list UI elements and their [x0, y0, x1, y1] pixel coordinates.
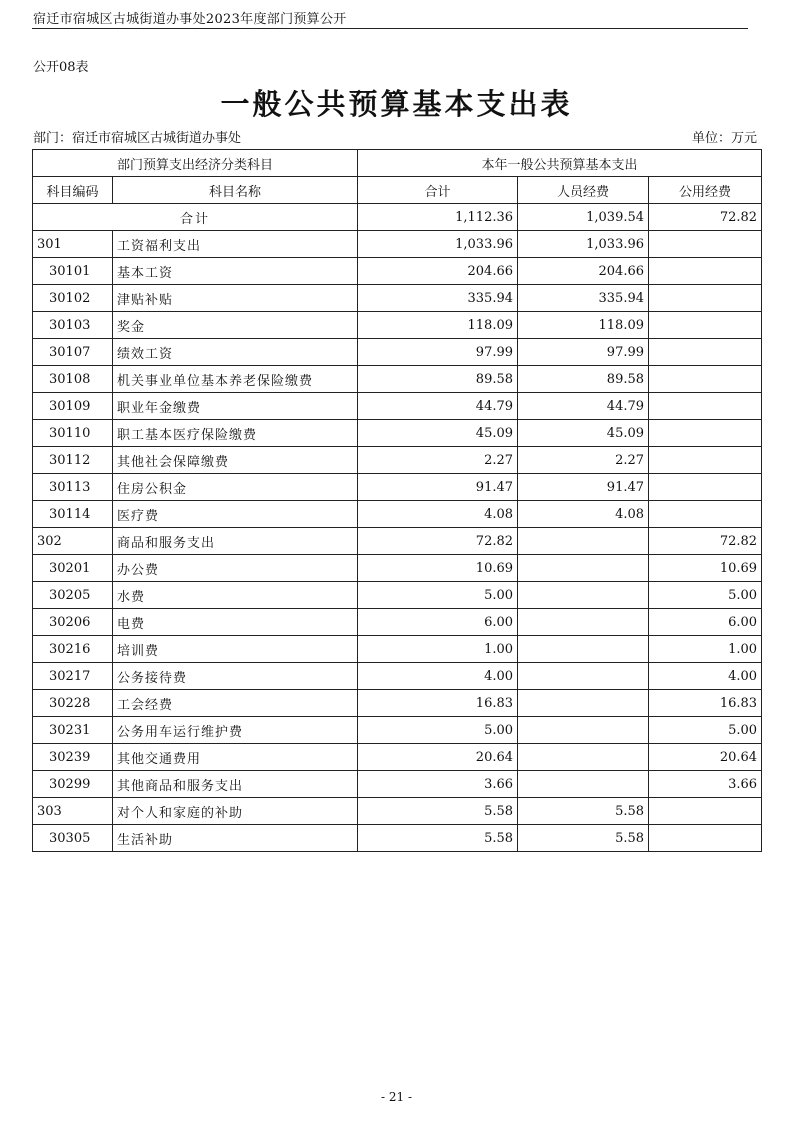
row-name: 工会经费 [113, 690, 358, 717]
unit-label: 单位：万元 [691, 131, 757, 146]
total-personnel: 1,039.54 [518, 204, 649, 231]
row-name: 公务用车运行维护费 [113, 717, 358, 744]
table-row [33, 771, 762, 798]
header-personnel: 人员经费 [518, 177, 649, 204]
row-personnel: 4.08 [518, 501, 649, 528]
table-row [33, 285, 762, 312]
row-public [649, 825, 762, 852]
row-total: 89.58 [358, 366, 518, 393]
row-public: 6.00 [649, 609, 762, 636]
row-code: 30107 [33, 339, 113, 366]
row-total: 4.08 [358, 501, 518, 528]
table-row [33, 420, 762, 447]
row-code: 30206 [33, 609, 113, 636]
row-total: 44.79 [358, 393, 518, 420]
row-public [649, 339, 762, 366]
row-code: 30201 [33, 555, 113, 582]
row-personnel [518, 555, 649, 582]
header-public: 公用经费 [649, 177, 762, 204]
row-code: 30216 [33, 636, 113, 663]
table-row [33, 798, 762, 825]
row-public: 1.00 [649, 636, 762, 663]
row-name: 医疗费 [113, 501, 358, 528]
row-public: 16.83 [649, 690, 762, 717]
header-rule [32, 28, 748, 29]
row-personnel [518, 528, 649, 555]
row-name: 商品和服务支出 [113, 528, 358, 555]
row-code: 30102 [33, 285, 113, 312]
row-code: 30109 [33, 393, 113, 420]
row-total: 118.09 [358, 312, 518, 339]
table-body [33, 204, 762, 852]
table-row [33, 528, 762, 555]
row-code: 30110 [33, 420, 113, 447]
total-row [33, 204, 762, 231]
row-personnel [518, 771, 649, 798]
department-label: 部门：宿迁市宿城区古城街道办事处 [33, 131, 242, 146]
row-personnel: 89.58 [518, 366, 649, 393]
row-name: 其他交通费用 [113, 744, 358, 771]
row-public [649, 393, 762, 420]
row-personnel: 1,033.96 [518, 231, 649, 258]
row-name: 水费 [113, 582, 358, 609]
row-name: 绩效工资 [113, 339, 358, 366]
row-name: 工资福利支出 [113, 231, 358, 258]
row-personnel: 45.09 [518, 420, 649, 447]
row-public [649, 258, 762, 285]
table-row [33, 582, 762, 609]
row-code: 30112 [33, 447, 113, 474]
table-row [33, 474, 762, 501]
row-public [649, 366, 762, 393]
row-code: 30205 [33, 582, 113, 609]
row-code: 30305 [33, 825, 113, 852]
row-total: 20.64 [358, 744, 518, 771]
table-row [33, 825, 762, 852]
row-total: 91.47 [358, 474, 518, 501]
row-personnel: 5.58 [518, 798, 649, 825]
row-name: 电费 [113, 609, 358, 636]
row-total: 10.69 [358, 555, 518, 582]
table-row [33, 258, 762, 285]
row-name: 职业年金缴费 [113, 393, 358, 420]
row-total: 1,033.96 [358, 231, 518, 258]
running-header: 宿迁市宿城区古城街道办事处2023年度部门预算公开 [33, 12, 347, 27]
row-personnel: 204.66 [518, 258, 649, 285]
row-total: 6.00 [358, 609, 518, 636]
row-name: 津贴补贴 [113, 285, 358, 312]
row-public [649, 447, 762, 474]
row-total: 72.82 [358, 528, 518, 555]
row-name: 生活补助 [113, 825, 358, 852]
row-public: 72.82 [649, 528, 762, 555]
table-row [33, 609, 762, 636]
row-personnel [518, 582, 649, 609]
total-amount: 1,112.36 [358, 204, 518, 231]
row-total: 5.58 [358, 798, 518, 825]
header-total: 合计 [358, 177, 518, 204]
table-row [33, 690, 762, 717]
table-number: 公开08表 [33, 60, 89, 75]
row-code: 30103 [33, 312, 113, 339]
table-row [33, 366, 762, 393]
row-code: 302 [33, 528, 113, 555]
row-code: 30231 [33, 717, 113, 744]
header-name: 科目名称 [113, 177, 358, 204]
row-total: 4.00 [358, 663, 518, 690]
total-label: 合计 [33, 204, 358, 231]
table-row [33, 555, 762, 582]
row-code: 303 [33, 798, 113, 825]
row-public: 5.00 [649, 717, 762, 744]
header-row-columns [33, 177, 762, 204]
table-row [33, 636, 762, 663]
row-code: 30101 [33, 258, 113, 285]
row-personnel: 44.79 [518, 393, 649, 420]
row-personnel: 2.27 [518, 447, 649, 474]
row-total: 5.58 [358, 825, 518, 852]
row-total: 204.66 [358, 258, 518, 285]
row-personnel: 97.99 [518, 339, 649, 366]
row-personnel [518, 744, 649, 771]
row-name: 基本工资 [113, 258, 358, 285]
row-total: 97.99 [358, 339, 518, 366]
row-personnel: 118.09 [518, 312, 649, 339]
row-public [649, 312, 762, 339]
row-personnel: 335.94 [518, 285, 649, 312]
row-name: 对个人和家庭的补助 [113, 798, 358, 825]
row-personnel [518, 663, 649, 690]
table-row [33, 339, 762, 366]
table-row [33, 393, 762, 420]
row-public: 5.00 [649, 582, 762, 609]
row-name: 其他商品和服务支出 [113, 771, 358, 798]
table-row [33, 744, 762, 771]
row-code: 301 [33, 231, 113, 258]
row-personnel: 5.58 [518, 825, 649, 852]
header-economic-class: 部门预算支出经济分类科目 [33, 150, 358, 177]
page-title: 一般公共预算基本支出表 [220, 87, 573, 121]
row-public: 10.69 [649, 555, 762, 582]
table-row [33, 312, 762, 339]
row-code: 30113 [33, 474, 113, 501]
row-public: 4.00 [649, 663, 762, 690]
table-row [33, 447, 762, 474]
row-public: 20.64 [649, 744, 762, 771]
table-row [33, 501, 762, 528]
row-total: 2.27 [358, 447, 518, 474]
row-personnel [518, 609, 649, 636]
row-name: 其他社会保障缴费 [113, 447, 358, 474]
table-row [33, 717, 762, 744]
row-name: 培训费 [113, 636, 358, 663]
row-name: 公务接待费 [113, 663, 358, 690]
row-total: 3.66 [358, 771, 518, 798]
row-personnel: 91.47 [518, 474, 649, 501]
row-public [649, 474, 762, 501]
row-personnel [518, 717, 649, 744]
row-total: 1.00 [358, 636, 518, 663]
row-total: 335.94 [358, 285, 518, 312]
budget-table [32, 149, 762, 852]
table-row [33, 231, 762, 258]
row-public [649, 420, 762, 447]
row-total: 5.00 [358, 582, 518, 609]
row-personnel [518, 690, 649, 717]
row-public [649, 798, 762, 825]
header-row-group [33, 150, 762, 177]
row-public [649, 231, 762, 258]
row-public: 3.66 [649, 771, 762, 798]
row-code: 30108 [33, 366, 113, 393]
page-number: - 21 - [380, 1090, 412, 1104]
header-basic-expenditure: 本年一般公共预算基本支出 [358, 150, 762, 177]
row-name: 职工基本医疗保险缴费 [113, 420, 358, 447]
row-personnel [518, 636, 649, 663]
row-name: 办公费 [113, 555, 358, 582]
row-total: 16.83 [358, 690, 518, 717]
row-code: 30228 [33, 690, 113, 717]
row-name: 机关事业单位基本养老保险缴费 [113, 366, 358, 393]
row-total: 5.00 [358, 717, 518, 744]
row-public [649, 501, 762, 528]
row-total: 45.09 [358, 420, 518, 447]
total-public: 72.82 [649, 204, 762, 231]
row-code: 30239 [33, 744, 113, 771]
row-code: 30114 [33, 501, 113, 528]
row-public [649, 285, 762, 312]
row-code: 30299 [33, 771, 113, 798]
row-name: 奖金 [113, 312, 358, 339]
row-code: 30217 [33, 663, 113, 690]
header-code: 科目编码 [33, 177, 113, 204]
row-name: 住房公积金 [113, 474, 358, 501]
table-row [33, 663, 762, 690]
